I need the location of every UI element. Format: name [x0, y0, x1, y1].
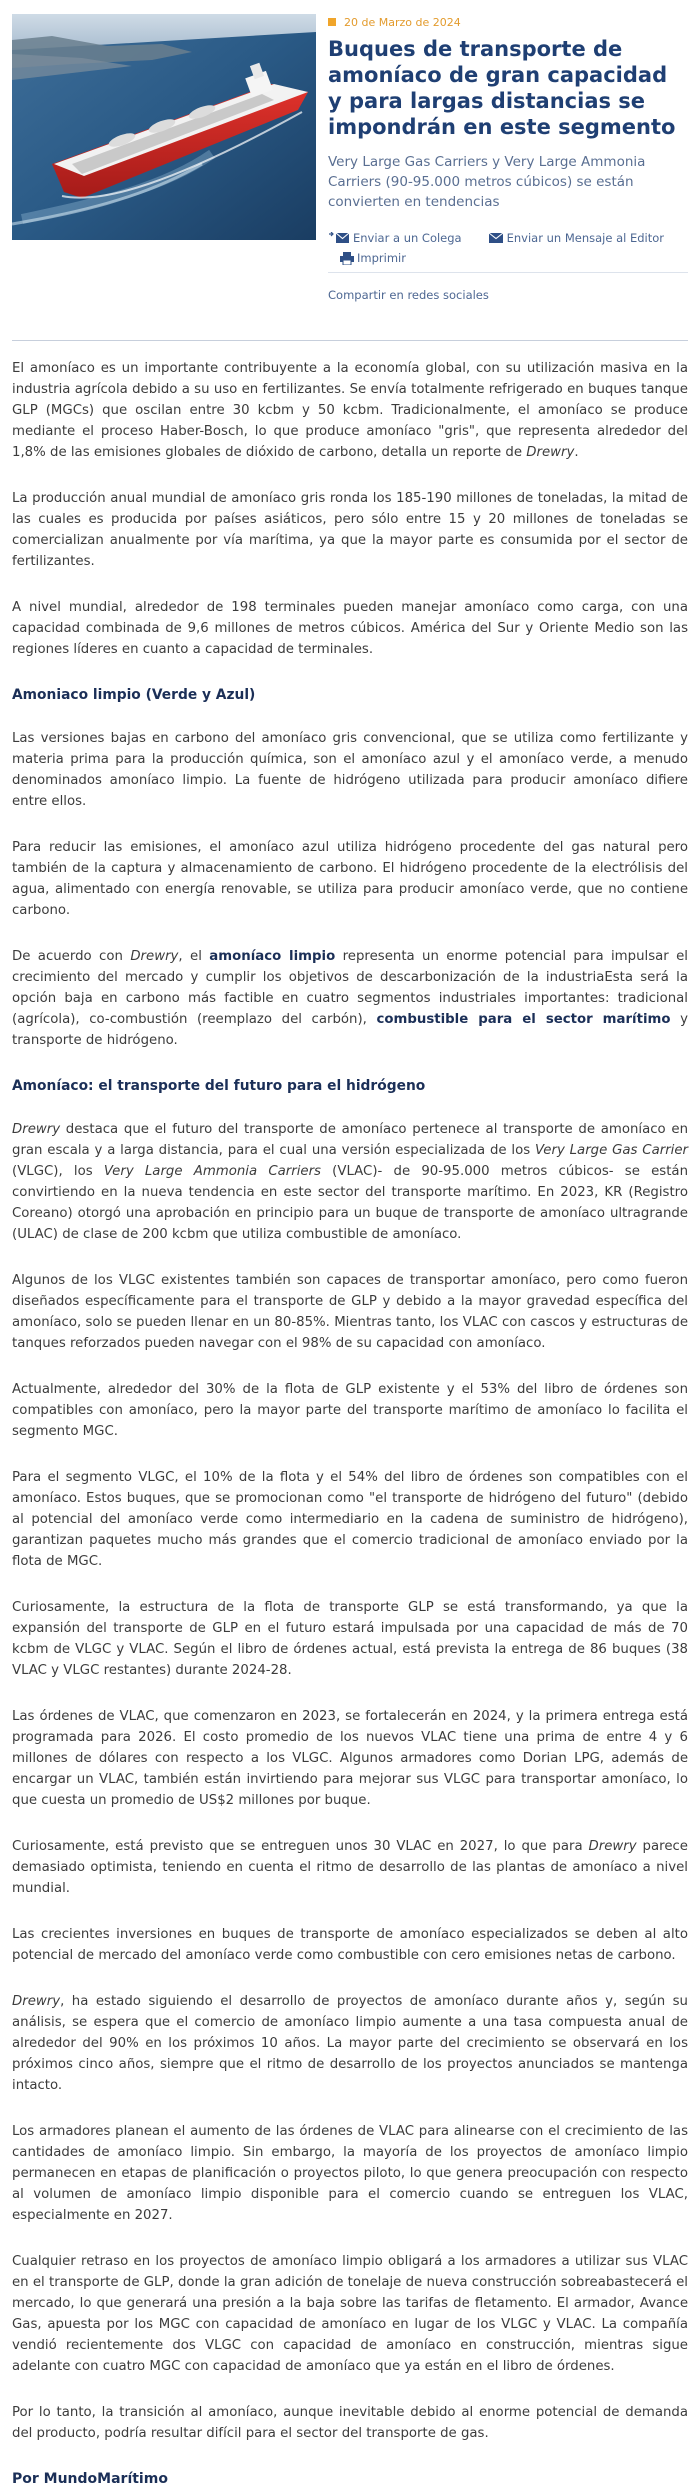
paragraph-1: El amoníaco es un importante contribuyente a la economía global, con su utilización masiva en la industria agrícola debido a su uso en fertilizantes. Se envía totalmente refrigerado en buques tanque GLP (MGCs) que oscilan entre 30 kcbm y 50 kcbm. Tradicionalmente, el amoníaco se produce mediante el proceso Haber-Bosch, lo que produce amoníaco "gris", que representa alrededor del 1,8% de las emisiones globales de dióxido de carbono, detalla un reporte de Drewry. [12, 361, 688, 460]
paragraph-16: Los armadores planean el aumento de las órdenes de VLAC para alinearse con el crecimiento de las cantidades de amoníaco limpio. Sin embargo, la mayoría de los proyectos de amoníaco limpio permanecen en etapas de planificación o proyectos piloto, lo que genera preocupación con respecto al volumen de amoníaco limpio disponible para el comercio cuando se entreguen los VLAC, especialmente en 2027. [12, 2124, 688, 2223]
paragraph-15: Drewry, ha estado siguiendo el desarrollo de proyectos de amoníaco durante años y, según su análisis, se espera que el comercio de amoníaco limpio aumente a una tasa compuesta anual de alrededor del 90% en los próximos 10 años. La mayor parte del crecimiento se observará en los próximos cinco años, siempre que el ritmo de desarrollo de los proyectos anunciados se mantenga intacto. [12, 1994, 688, 2093]
send-colleague-label: Enviar a un Colega [353, 231, 462, 245]
paragraph-14: Las crecientes inversiones en buques de transporte de amoníaco especializados se deben al alto potencial de mercado del amoníaco verde como combustible con cero emisiones netas de carbono. [12, 1927, 688, 1963]
paragraph-18: Por lo tanto, la transición al amoníaco, aunque inevitable debido al enorme potencial de demanda del producto, podría resultar difícil para el sector del transporte de gas. [12, 2405, 688, 2441]
share-social-link[interactable]: Compartir en redes sociales [328, 288, 489, 302]
paragraph-8: Algunos de los VLGC existentes también son capaces de transportar amoníaco, pero como fueron diseñados específicamente para el transporte de GLP y debido a la mayor gravedad específica del amoníaco, solo se pueden llenar en un 80-85%. Mientras tanto, los VLAC con cascos y estructuras de tanques reforzados pueden navegar con el 98% de su capacidad con amoníaco. [12, 1273, 688, 1351]
article-signature: Por MundoMarítimo [12, 2471, 168, 2487]
paragraph-17: Cualquier retraso en los proyectos de amoníaco limpio obligará a los armadores a utilizar sus VLAC en el transporte de GLP, donde la gran adición de tonelaje de nueva construcción sobreabastecerá el mercado, lo que generará una presión a la baja sobre las tarifas de fletamento. El armador, Avance Gas, apuesta por los MGC con capacidad de amoníaco en lugar de los VLGC y VLAC. La compañía vendió recientemente dos VLGC con capacidad de amoníaco en construcción, mientras sigue adelante con cuatro MGC con capacidad de amoníaco que ya están en el libro de órdenes. [12, 2254, 688, 2374]
article-date: 20 de Marzo de 2024 [344, 15, 461, 29]
ship-photo [12, 14, 316, 240]
section-heading-clean-ammonia: Amoniaco limpio (Verde y Azul) [12, 687, 256, 703]
article-meta [328, 14, 688, 303]
paragraph-11: Curiosamente, la estructura de la flota de transporte GLP se está transformando, ya que la expansión del transporte de GLP en el futuro estará impulsada por una capacidad de más de 70 kcbm de VLGC y VLAC. Según el libro de órdenes actual, está prevista la entrega de 86 buques (38 VLAC y VLGC restantes) durante 2024-28. [12, 1600, 688, 1678]
paragraph-5: Para reducir las emisiones, el amoníaco azul utiliza hidrógeno procedente del gas natural pero también de la captura y almacenamiento de carbono. El hidrógeno procedente de la electrólisis del agua, alimentado con energía renovable, se utiliza para producir amoníaco verde, que no contiene carbono. [12, 840, 688, 918]
forward-mail-icon [328, 232, 350, 244]
paragraph-12: Las órdenes de VLAC, que comenzaron en 2023, se fortalecerán en 2024, y la primera entrega está programada para 2026. El costo promedio de los nuevos VLAC tiene una prima de entre 4 y 6 millones de dólares con respecto a los VLGC. Algunos armadores como Dorian LPG, además de encargar un VLAC, también están invirtiendo para mejorar sus VLGC para transportar amoníaco, lo que cuesta un promedio de US$2 millones por buque. [12, 1709, 688, 1808]
article-title: Buques de transporte de amoníaco de gran capacidad y para largas distancias se impondrán en este segmento [328, 37, 676, 139]
hero-image [12, 14, 316, 240]
send-editor-label: Enviar un Mensaje al Editor [506, 231, 665, 245]
print-link[interactable] [340, 250, 406, 266]
paragraph-6: De acuerdo con Drewry, el amoníaco limpio representa un enorme potencial para impulsar el crecimiento del mercado y cumplir los objetivos de descarbonización de la industriaEsta será la opción baja en carbono más factible en cuatro segmentos industriales importantes: tradicional (agrícola), co-combustión (reemplazo del carbón), combustible para el sector marítimo y transporte de hidrógeno. [12, 949, 688, 1048]
paragraph-9: Actualmente, alrededor del 30% de la flota de GLP existente y el 53% del libro de órdenes son compatibles con amoníaco, pero la mayor parte del transporte marítimo de amoníaco lo facilita el segmento MGC. [12, 1382, 688, 1439]
send-colleague-link[interactable] [328, 230, 462, 246]
article-body [12, 358, 688, 2490]
article-subtitle: Very Large Gas Carriers y Very Large Ammonia Carriers (90-95.000 metros cúbicos) se están convierten en tendencias [328, 154, 646, 210]
envelope-icon [488, 232, 504, 244]
print-label: Imprimir [357, 251, 406, 265]
paragraph-2: La producción anual mundial de amoníaco gris ronda los 185-190 millones de toneladas, la mitad de las cuales es producida por países asiáticos, pero sólo entre 15 y 20 millones de toneladas se comercializan anualmente por vía marítima, ya que la mayor parte es consumida por el sector de fertilizantes. [12, 491, 688, 569]
article-actions [328, 230, 688, 303]
paragraph-10: Para el segmento VLGC, el 10% de la flota y el 54% del libro de órdenes son compatibles con el amoníaco. Estos buques, que se promocionan como "el transporte de hidrógeno del futuro" (debido al potencial del amoníaco verde como intermediario en la cadena de suministro de hidrógeno), garantizan paquetes mucho más grandes que el comercio tradicional de amoníaco enviado por la flota de MGC. [12, 1470, 688, 1569]
header-divider [12, 340, 688, 341]
paragraph-13: Curiosamente, está previsto que se entreguen unos 30 VLAC en 2027, lo que para Drewry parece demasiado optimista, teniendo en cuenta el ritmo de desarrollo de las plantas de amoníaco a nivel mundial. [12, 1839, 688, 1896]
share-separator [328, 272, 688, 273]
paragraph-4: Las versiones bajas en carbono del amoníaco gris convencional, que se utiliza como fertilizante y materia prima para la producción química, son el amoníaco azul y el amoníaco verde, a menudo denominados amoníaco limpio. La fuente de hidrógeno utilizada para producir amoníaco difiere entre ellos. [12, 731, 688, 809]
send-editor-link[interactable] [488, 230, 664, 246]
date-row [328, 14, 688, 30]
orange-square-icon [328, 18, 336, 26]
printer-icon [340, 252, 354, 265]
paragraph-3: A nivel mundial, alrededor de 198 terminales pueden manejar amoníaco como carga, con una capacidad combinada de 9,6 millones de metros cúbicos. América del Sur y Oriente Medio son las regiones líderes en cuanto a capacidad de terminales. [12, 600, 688, 657]
section-heading-hydrogen-transport: Amoníaco: el transporte del futuro para el hidrógeno [12, 1078, 426, 1094]
paragraph-7: Drewry destaca que el futuro del transporte de amoníaco pertenece al transporte de amoníaco en gran escala y a larga distancia, para el cual una versión especializada de los Very Large Gas Carrier (VLGC), los Very Large Ammonia Carriers (VLAC)- de 90-95.000 metros cúbicos- se están convirtiendo en la nueva tendencia en este sector del transporte marítimo. En 2023, KR (Registro Coreano) otorgó una aprobación en principio para un buque de transporte de amoníaco ultragrande (ULAC) de clase de 200 kcbm que utiliza combustible de amoníaco. [12, 1122, 689, 1242]
